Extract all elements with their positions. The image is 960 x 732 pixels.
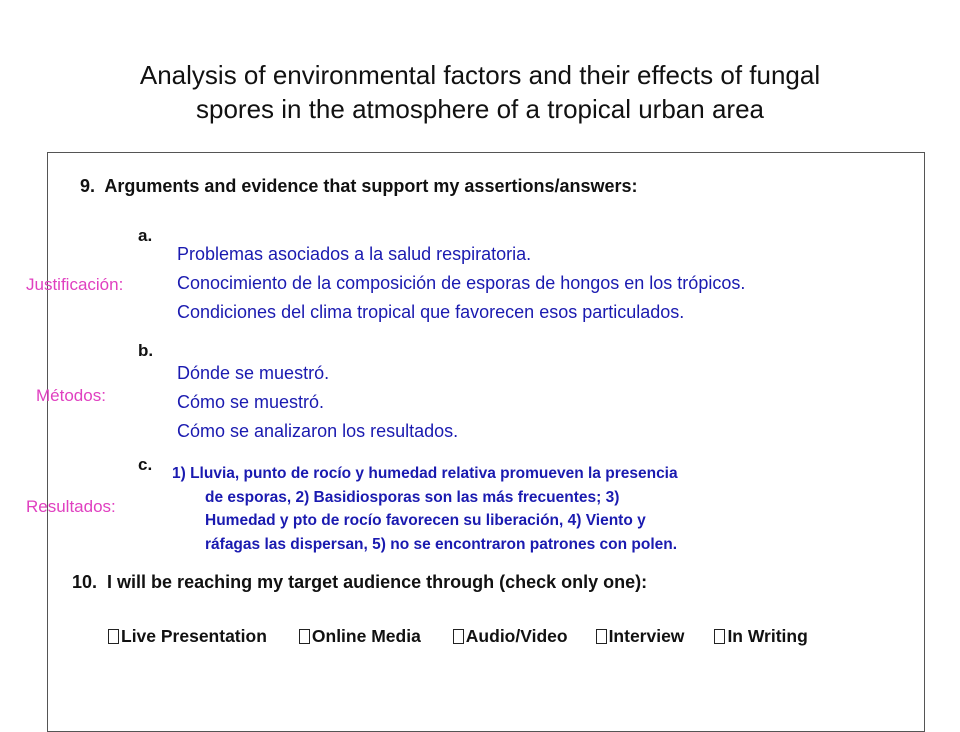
- section-10-title: I will be reaching my target audience through (check only one):: [107, 572, 648, 592]
- option-in-writing[interactable]: [714, 626, 807, 647]
- audience-options: [108, 626, 808, 647]
- item-a-letter: a.: [138, 226, 153, 245]
- justificacion-line-1: Problemas asociados a la salud respiratoria.: [177, 244, 532, 264]
- justificacion-label: Justificación:: [26, 275, 124, 294]
- justificacion-text: [177, 240, 745, 327]
- resultados-line-1: 1) Lluvia, punto de rocío y humedad relativa promueven la presencia: [172, 465, 678, 482]
- option-label: Online Media: [311, 626, 421, 646]
- option-label: In Writing: [727, 626, 808, 646]
- metodos-line-2: Cómo se muestró.: [177, 392, 325, 412]
- section-9-number: 9.: [80, 176, 96, 196]
- justificacion-line-2: Conocimiento de la composición de esporas de hongos en los trópicos.: [177, 273, 746, 293]
- title-line-2: spores in the atmosphere of a tropical urban area: [195, 94, 764, 124]
- item-b-letter: b.: [138, 341, 154, 360]
- metodos-label: Métodos:: [36, 386, 106, 405]
- slide-title: [0, 58, 960, 126]
- checkbox-icon[interactable]: [299, 629, 310, 644]
- metodos-line-1: Dónde se muestró.: [177, 363, 330, 383]
- option-live-presentation[interactable]: [108, 626, 267, 647]
- section-9-title: Arguments and evidence that support my assertions/answers:: [104, 176, 638, 196]
- justificacion-line-3: Condiciones del clima tropical que favorecen esos particulados.: [177, 302, 685, 322]
- metodos-text: [177, 359, 458, 446]
- resultados-line-2: de esporas, 2) Basidiosporas son las más frecuentes; 3): [205, 488, 620, 506]
- item-c-letter: c.: [138, 455, 153, 474]
- resultados-line-3: Humedad y pto de rocío favorecen su liberación, 4) Viento y: [205, 512, 646, 529]
- section-10-heading: [72, 572, 647, 593]
- resultados-text: [172, 462, 678, 556]
- option-label: Live Presentation: [121, 626, 267, 646]
- metodos-line-3: Cómo se analizaron los resultados.: [177, 421, 459, 441]
- option-online-media[interactable]: [299, 626, 421, 647]
- option-label: Interview: [608, 626, 685, 646]
- section-9-heading: [80, 176, 638, 197]
- resultados-label: Resultados:: [26, 497, 116, 516]
- checkbox-icon[interactable]: [596, 629, 607, 644]
- checkbox-icon[interactable]: [453, 629, 464, 644]
- title-line-1: Analysis of environmental factors and their effects of fungal: [139, 60, 821, 90]
- option-label: Audio/Video: [465, 626, 568, 646]
- option-interview[interactable]: [596, 626, 685, 647]
- checkbox-icon[interactable]: [108, 629, 119, 644]
- resultados-line-4: ráfagas las dispersan, 5) no se encontraron patrones con polen.: [205, 535, 678, 553]
- section-10-number: 10.: [72, 572, 98, 592]
- option-audio-video[interactable]: [453, 626, 568, 647]
- checkbox-icon[interactable]: [714, 629, 725, 644]
